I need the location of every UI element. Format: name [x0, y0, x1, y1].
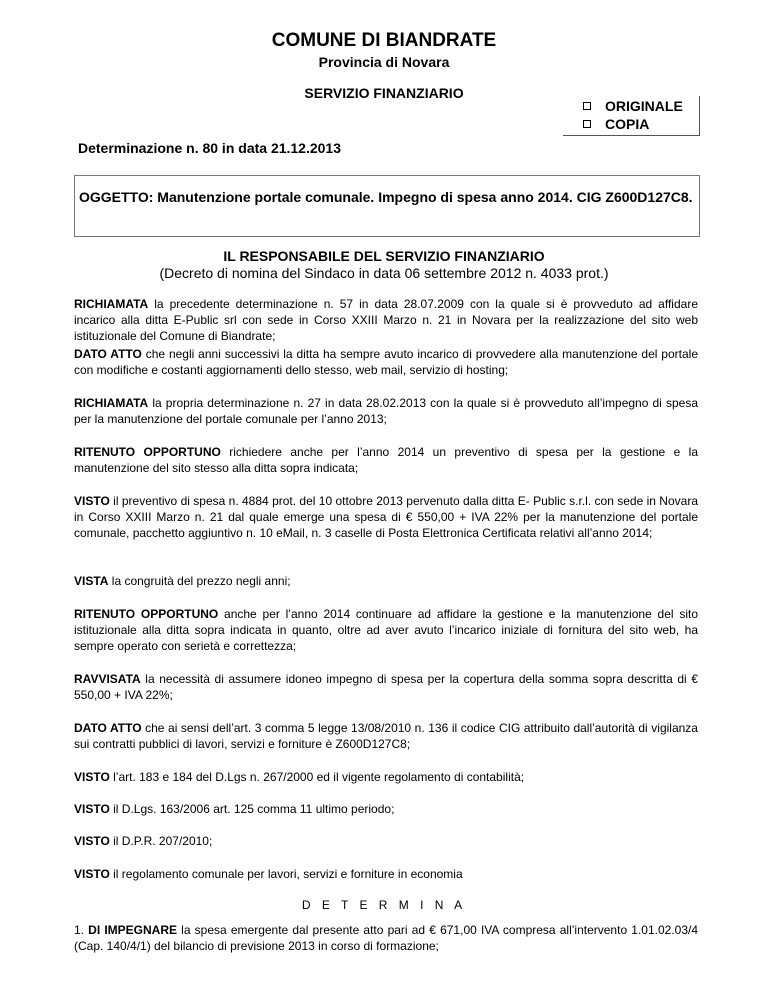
paragraph: RICHIAMATA la precedente determinazione n. 57 in data 28.07.2009 con la quale si è provveduto ad affidare incarico alla ditta E-Public srl con sede in Corso XXIII Marzo n. 21 in Novara per la realizzazione del sito web istituzionale del Comune di Biandrate;	[74, 297, 698, 343]
paragraph: VISTA la congruità del prezzo negli anni;	[74, 574, 291, 588]
paragraph: RITENUTO OPPORTUNO anche per l’anno 2014 continuare ad affidare la gestione e la manutenzione del sito istituzionale alla ditta sopra indicata in quanto, oltre ad aver avuto l’incarico iniziale di fornitura del sito web, ha sempre operato con serietà e correttezza;	[74, 607, 698, 653]
decision-lead: DI IMPEGNARE	[88, 923, 178, 937]
paragraph: DATO ATTO che negli anni successivi la ditta ha sempre avuto incarico di provvedere alla manutenzione del portale con modifiche e costanti aggiornamenti dello stesso, web mail, servizio di hosting;	[74, 347, 698, 377]
decision-item	[74, 922, 698, 954]
paragraph-text: il D.P.R. 207/2010;	[109, 834, 213, 848]
responsible-title: IL RESPONSABILE DEL SERVIZIO FINANZIARIO	[223, 248, 545, 264]
paragraph: DATO ATTO che ai sensi dell’art. 3 comma 5 legge 13/08/2010 n. 136 il codice CIG attribuito dall’autorità di vigilanza sui contratti pubblici di lavori, servizi e forniture è Z600D127C8;	[74, 721, 698, 751]
paragraph-text: il D.Lgs. 163/2006 art. 125 comma 11 ultimo periodo;	[109, 802, 395, 816]
paragraph-text: il regolamento comunale per lavori, servizi e forniture in economia	[109, 867, 463, 881]
responsible-subtitle: (Decreto di nomina del Sindaco in data 06 settembre 2012 n. 4033 prot.)	[159, 265, 609, 281]
province-name: Provincia di Novara	[318, 54, 450, 70]
original-option	[583, 98, 683, 114]
paragraph: RAVVISATA la necessità di assumere idoneo impegno di spesa per la copertura della somma sopra descritta di € 550,00 + IVA 22%;	[74, 672, 698, 702]
paragraph	[74, 866, 698, 882]
determina-heading: D E T E R M I N A	[301, 898, 467, 912]
original-label: ORIGINALE	[605, 98, 683, 114]
decision-number: 1.	[74, 923, 89, 937]
paragraph: VISTO il preventivo di spesa n. 4884 prot. del 10 ottobre 2013 pervenuto dalla ditta E- Public s.r.l. con sede in Novara in Corso XXIII Marzo n. 21 dal quale emerge una spesa di € 550,00 + IVA 22% per la manutenzione del portale comunale, pacchetto aggiuntivo n. 10 eMail, n. 3 caselle di Posta Elettronica Certificata relativi all’anno 2014;	[74, 494, 698, 540]
copy-option	[583, 116, 649, 132]
paragraph-lead: VISTO	[74, 867, 110, 881]
service-name: SERVIZIO FINANZIARIO	[304, 85, 464, 101]
municipality-title: COMUNE DI BIANDRATE	[271, 30, 497, 51]
paragraph-lead: VISTO	[74, 834, 110, 848]
paragraph: VISTO l’art. 183 e 184 del D.Lgs n. 267/2000 ed il vigente regolamento di contabilità;	[74, 770, 525, 784]
paragraph-lead: VISTO	[74, 802, 110, 816]
subject-text: OGGETTO: Manutenzione portale comunale. Impegno di spesa anno 2014. CIG Z600D127C8.	[79, 189, 693, 205]
decision-text: la spesa emergente dal presente atto pari ad € 671,00 IVA compresa all’intervento 1.01.02.03/4 (Cap. 140/4/1) del bilancio di previsione 2013 in corso di formazione;	[74, 923, 698, 953]
paragraph	[74, 833, 698, 849]
checkbox-icon	[583, 102, 591, 110]
subject-box	[74, 175, 700, 237]
copy-label: COPIA	[605, 116, 650, 132]
determination-number: Determinazione n. 80 in data 21.12.2013	[78, 140, 342, 156]
paragraph: RITENUTO OPPORTUNO richiedere anche per l’anno 2014 un preventivo di spesa per la gestione e la manutenzione del sito stesso alla ditta sopra indicata;	[74, 445, 698, 475]
paragraph	[74, 801, 698, 817]
paragraph: RICHIAMATA la propria determinazione n. 27 in data 28.02.2013 con la quale si è provveduto all’impegno di spesa per la manutenzione del portale comunale per l’anno 2013;	[74, 396, 698, 426]
checkbox-icon	[583, 120, 591, 128]
